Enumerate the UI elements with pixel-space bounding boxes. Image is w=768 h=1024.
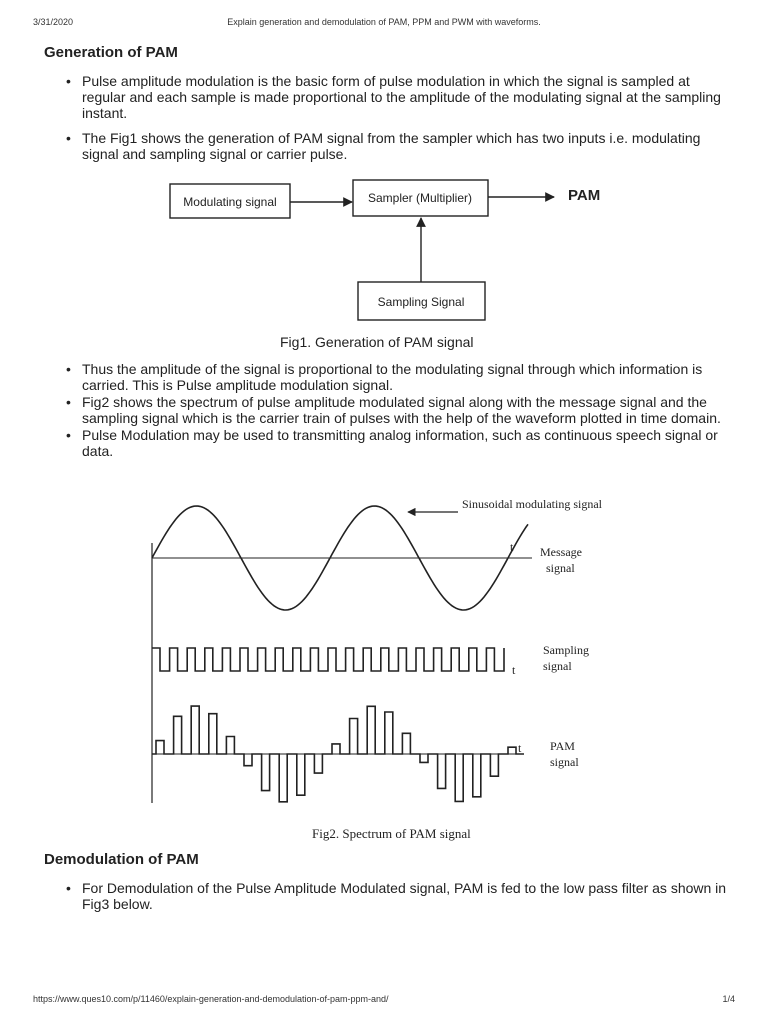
label-pam: PAM xyxy=(550,739,575,753)
print-date: 3/31/2020 xyxy=(33,17,74,27)
fig1-block-diagram xyxy=(160,172,620,328)
label-t-message: t xyxy=(510,540,514,554)
print-title: Explain generation and demodulation of PAM, PPM and PWM with waveforms. xyxy=(227,17,541,27)
list-item: • The Fig1 shows the generation of PAM signal from the sampler which has two inputs i.e. modulating signal and sampling signal or carrier pulse. xyxy=(82,130,734,162)
bullet-list-intro xyxy=(44,73,734,171)
label-pam-signal: signal xyxy=(550,755,579,769)
fig2-caption: Fig2. Spectrum of PAM signal xyxy=(312,826,471,841)
label-message-signal: signal xyxy=(546,561,575,575)
box-modulating-signal-label: Modulating signal xyxy=(183,195,277,209)
label-sinusoidal-modulating-signal: Sinusoidal modulating signal xyxy=(462,497,602,511)
bullet-list-demodulation xyxy=(44,880,734,921)
list-item: • Thus the amplitude of the signal is proportional to the modulating signal through which information is carried. This is Pulse amplitude modulation signal. xyxy=(82,361,734,393)
fig1-caption: Fig1. Generation of PAM signal xyxy=(280,334,474,350)
box-sampler-label: Sampler (Multiplier) xyxy=(367,191,473,205)
source-url: https://www.ques10.com/p/11460/explain-generation-and-demodulation-of-pam-ppm-and/ xyxy=(33,994,389,1004)
list-item: • Pulse amplitude modulation is the basic form of pulse modulation in which the signal is sampled at regular and each sample is made proportional to the amplitude of the modulating signal at the sampling instant. xyxy=(82,73,734,121)
fig2-waveforms xyxy=(140,488,640,823)
box-sampling-signal-label: Sampling Signal xyxy=(377,295,465,309)
bullet-list-details xyxy=(44,361,734,460)
page-number: 1/4 xyxy=(722,994,735,1004)
heading-demodulation-of-pam: Demodulation of PAM xyxy=(44,851,199,868)
list-item: • Fig2 shows the spectrum of pulse amplitude modulated signal along with the message signal and the sampling signal which is the carrier train of pulses with the help of the waveform plotted in time domain. xyxy=(82,394,734,426)
label-message: Message xyxy=(540,545,582,559)
label-t-sampling: t xyxy=(512,663,516,677)
label-sampling-signal: signal xyxy=(543,659,572,673)
list-item: • Pulse Modulation may be used to transmitting analog information, such as continuous speech signal or data. xyxy=(82,427,734,459)
heading-generation-of-pam: Generation of PAM xyxy=(44,44,178,61)
sampling-pulse-train xyxy=(152,648,504,671)
label-sampling: Sampling xyxy=(543,643,590,657)
output-label-pam: PAM xyxy=(568,187,601,204)
list-item: • For Demodulation of the Pulse Amplitude Modulated signal, PAM is fed to the low pass filter as shown in Fig3 below. xyxy=(82,880,734,912)
label-t-pam: t xyxy=(518,741,522,755)
